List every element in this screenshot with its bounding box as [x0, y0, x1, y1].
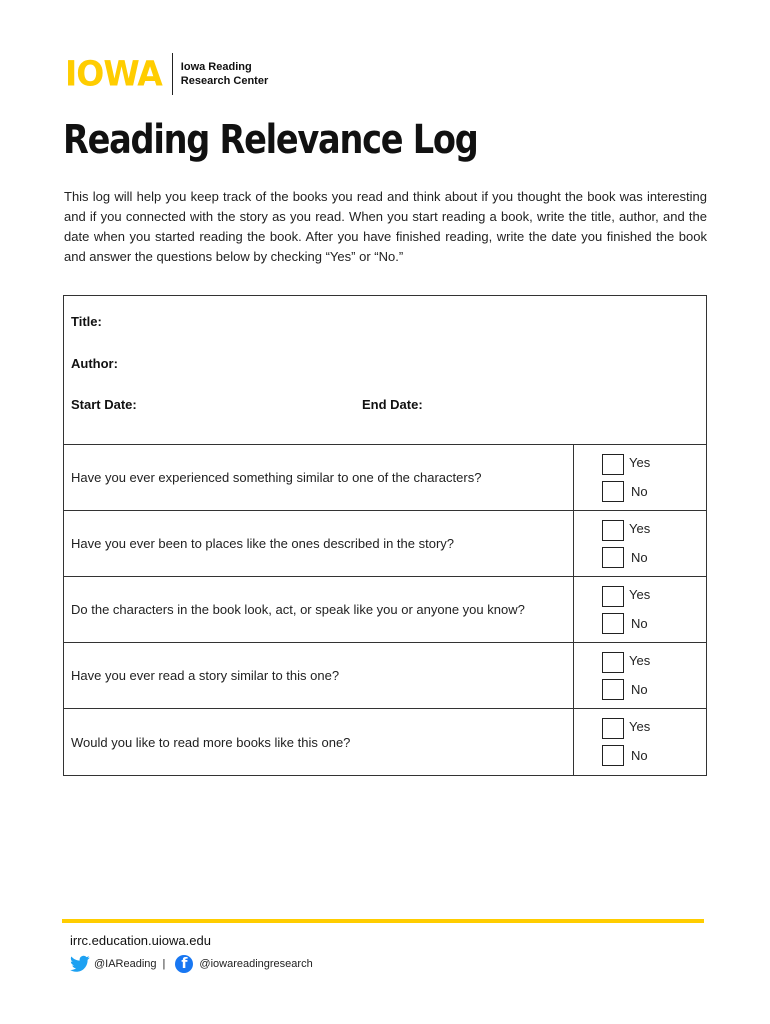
question-row — [64, 577, 706, 643]
no-option[interactable] — [602, 745, 648, 766]
no-checkbox[interactable] — [602, 481, 624, 502]
question-row — [64, 445, 706, 511]
yes-checkbox[interactable] — [602, 454, 624, 475]
no-label: No — [631, 484, 648, 499]
book-info-box — [64, 296, 706, 445]
question-text: Have you ever read a story similar to this one? — [64, 643, 574, 708]
no-checkbox[interactable] — [602, 613, 624, 634]
answer-options — [574, 577, 706, 642]
no-option[interactable] — [602, 547, 648, 568]
no-label: No — [631, 616, 648, 631]
no-checkbox[interactable] — [602, 745, 624, 766]
twitter-bird-icon — [70, 955, 90, 973]
footer-website-link[interactable]: irrc.education.uiowa.edu — [70, 933, 211, 948]
author-label: Author: — [71, 356, 118, 371]
yes-checkbox[interactable] — [602, 520, 624, 541]
social-separator: | — [162, 958, 166, 970]
reading-log-table — [63, 295, 707, 776]
yes-option[interactable] — [602, 586, 650, 607]
iowa-wordmark: IOWA — [65, 53, 162, 94]
no-checkbox[interactable] — [602, 547, 624, 568]
question-text: Have you ever been to places like the ones described in the story? — [64, 511, 574, 576]
start-date-label: Start Date: — [71, 397, 137, 412]
answer-options — [574, 511, 706, 576]
facebook-icon: f — [175, 955, 193, 973]
no-label: No — [631, 550, 648, 565]
question-text: Do the characters in the book look, act, or speak like you or anyone you know? — [64, 577, 574, 642]
yes-option[interactable] — [602, 454, 650, 475]
footer-social-links — [70, 955, 313, 973]
yes-checkbox[interactable] — [602, 652, 624, 673]
question-text: Would you like to read more books like this one? — [64, 709, 574, 775]
yes-label: Yes — [629, 521, 651, 536]
question-text: Have you ever experienced something similar to one of the characters? — [64, 445, 574, 510]
logo-org-name — [181, 60, 268, 88]
page-title: Reading Relevance Log — [63, 117, 478, 163]
yes-label: Yes — [629, 587, 651, 602]
answer-options — [574, 709, 706, 775]
title-label: Title: — [71, 314, 102, 329]
yes-checkbox[interactable] — [602, 718, 624, 739]
question-row — [64, 643, 706, 709]
logo-line-2: Research Center — [180, 75, 269, 87]
footer-rule — [62, 919, 704, 923]
no-checkbox[interactable] — [602, 679, 624, 700]
answer-options — [574, 445, 706, 510]
irrc-logo — [65, 53, 268, 95]
no-label: No — [631, 748, 648, 763]
yes-option[interactable] — [602, 652, 650, 673]
twitter-handle[interactable]: @IAReading — [94, 958, 157, 970]
question-row — [64, 511, 706, 577]
no-option[interactable] — [602, 481, 648, 502]
no-option[interactable] — [602, 613, 648, 634]
no-label: No — [631, 682, 648, 697]
intro-paragraph: This log will help you keep track of the books you read and think about if you thought the book was interesting and if you connected with the story as you read. When you start reading a book, write the title, author, and the date when you started reading the book. After you have finished reading, write the date you finished the book and answer the questions below by checking “Yes” or “No.” — [64, 189, 707, 264]
no-option[interactable] — [602, 679, 648, 700]
facebook-handle[interactable]: @iowareadingresearch — [199, 958, 313, 970]
logo-divider — [172, 53, 173, 95]
yes-option[interactable] — [602, 718, 650, 739]
end-date-label: End Date: — [362, 397, 423, 412]
yes-label: Yes — [629, 719, 651, 734]
yes-checkbox[interactable] — [602, 586, 624, 607]
logo-line-1: Iowa Reading — [180, 61, 252, 73]
question-row — [64, 709, 706, 775]
yes-label: Yes — [629, 455, 651, 470]
answer-options — [574, 643, 706, 708]
yes-option[interactable] — [602, 520, 650, 541]
yes-label: Yes — [629, 653, 651, 668]
